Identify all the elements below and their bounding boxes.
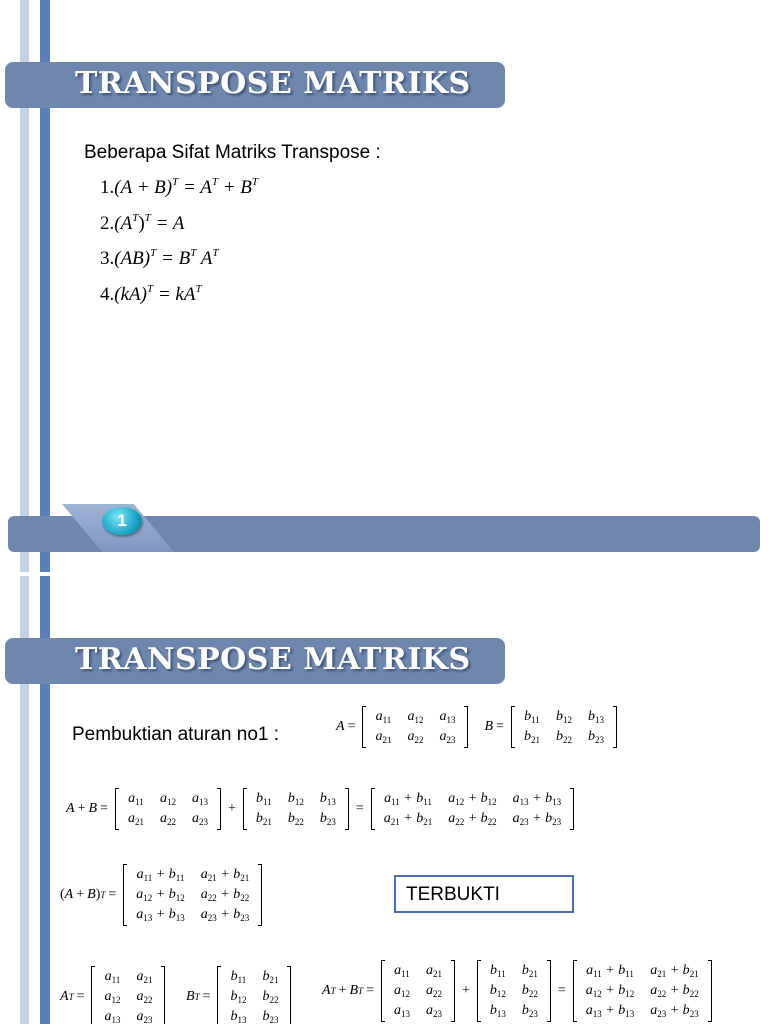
matrix-row [578, 1001, 707, 1021]
slide-title: TRANSPOSE MATRIKS [75, 642, 471, 677]
matrix-cell: $a_{21}$ [375, 729, 392, 745]
matrix-cell: $a_{23}$ [136, 1009, 153, 1024]
matrix-row [367, 727, 463, 747]
matrix-cell: $b_{23}$ [262, 1009, 279, 1024]
matrix-A [115, 788, 221, 830]
matrix-cell: $a_{12}$ [159, 791, 176, 807]
slide-title: TRANSPOSE MATRIKS [75, 66, 471, 101]
matrix-cell: $a_{13}$ [104, 1009, 121, 1024]
matrix-cell: $a_{22} + b_{22}$ [650, 983, 699, 999]
matrix-cell: $b_{11}$ [490, 963, 506, 979]
matrix-cell: $b_{13}$ [587, 709, 604, 725]
matrix-cell: $b_{23}$ [587, 729, 604, 745]
matrix-cell: $a_{12} + b_{12}$ [448, 791, 497, 807]
matrix-cell: $a_{11}$ [104, 969, 121, 985]
matrix-row [516, 707, 612, 727]
transpose-A: A T = $a_{11}$ $a_{21}$ $a_{12}$ $a_{22}$ $a_{13}$ $a_{23}$ [60, 966, 169, 1024]
matrix-cell: $a_{12} + b_{12}$ [585, 983, 635, 999]
matrix-cell: $b_{13}$ [230, 1009, 247, 1024]
matrix-cell: $a_{23} + b_{23}$ [512, 811, 562, 827]
matrix-cell: $a_{13}$ [393, 1003, 410, 1019]
definition-A-B: A = $a_{11}$ $a_{12}$ $a_{13}$ $a_{21}$ $a_{22}$ $a_{23}$ B = $b_{11}$ $b_{12}$ $b_{13}$ $b_{21}$ $b_{22}$ $b_{23}$ [336, 706, 621, 748]
matrix-row [120, 809, 216, 829]
matrix-cell: $b_{11}$ [524, 709, 540, 725]
matrix-cell: $b_{21}$ [255, 811, 272, 827]
transpose-sum-equation: A T + B T = $a_{11}$ $a_{21}$ $a_{12}$ $a_{22}$ $a_{13}$ $a_{23}$ + $b_{11}$ $b_{21}$ $b_{12}$ $b_{22}$ $b_{13}$ $b_{23}$ = $a_{11} + b_{11}$ $a_{21} + b_{21}$ $a_{12} + b_{12}$ $a_{22} + b_{22}$ $a_{13} + b_{13}$ $a_{23} + b_{23}$ [322, 960, 716, 1022]
matrix-cell: $a_{12}$ [407, 709, 424, 725]
matrix-cell: $b_{12}$ [489, 983, 506, 999]
matrix-row [578, 961, 707, 981]
proof-label: Pembuktian aturan no1 : [72, 724, 280, 745]
matrix-cell: $a_{11}$ [394, 963, 410, 979]
matrix-row [248, 789, 344, 809]
matrix-sum [371, 788, 574, 830]
rule-4: $4.(kA)^T = kA^T$ [100, 283, 202, 305]
matrix-cell: $b_{21}$ [262, 969, 279, 985]
intro-text: Beberapa Sifat Matriks Transpose : [84, 142, 381, 163]
matrix-cell: $a_{21} + b_{21}$ [200, 867, 250, 883]
sum-transpose-equation: ( A + B ) T = $a_{11} + b_{11}$ $a_{21} + b_{21}$ $a_{12} + b_{12}$ $a_{22} + b_{22}$ $a_{13} + b_{13}$ $a_{23} + b_{23}$ [60, 864, 266, 926]
matrix-cell: $b_{22}$ [287, 811, 304, 827]
matrix-cell: $a_{11}$ [375, 709, 392, 725]
matrix-row [120, 789, 216, 809]
matrix-A-transpose [91, 966, 165, 1024]
matrix-row [367, 707, 463, 727]
matrix-cell: $a_{13}$ [191, 791, 208, 807]
matrix-row [578, 981, 707, 1001]
matrix-row [386, 961, 450, 981]
matrix-row [248, 809, 344, 829]
matrix-cell: $b_{22}$ [555, 729, 572, 745]
matrix-cell: $a_{23}$ [425, 1003, 442, 1019]
rule-2: $2.(A^T)^T = A$ [100, 212, 185, 234]
matrix-row [96, 1007, 160, 1024]
matrix-row [96, 987, 160, 1007]
matrix-A-transpose [381, 960, 455, 1022]
matrix-row [128, 905, 257, 925]
matrix-cell: $a_{12}$ [104, 989, 121, 1005]
matrix-cell: $a_{23}$ [439, 729, 456, 745]
matrix-cell: $a_{21}$ [425, 963, 442, 979]
rule-3: $3.(AB)^T = B^T$ $A^T$ [100, 247, 219, 269]
matrix-cell: $b_{12}$ [287, 791, 304, 807]
matrix-cell: $a_{22}$ [159, 811, 176, 827]
matrix-cell: $a_{22}$ [136, 989, 153, 1005]
matrix-B-transpose [477, 960, 551, 1022]
title-banner [5, 62, 505, 108]
matrix-cell: $a_{21} + b_{21}$ [650, 963, 699, 979]
matrix-cell: $b_{22}$ [262, 989, 279, 1005]
matrix-cell: $a_{22}$ [407, 729, 424, 745]
matrix-row [482, 1001, 546, 1021]
matrix-cell: $a_{23}$ [191, 811, 208, 827]
matrix-B [511, 706, 617, 748]
matrix-cell: $b_{11}$ [256, 791, 272, 807]
proven-box [394, 875, 574, 913]
matrix-row [482, 981, 546, 1001]
transpose-B: B T = $b_{11}$ $b_{21}$ $b_{12}$ $b_{22}$ $b_{13}$ $b_{23}$ [186, 966, 295, 1024]
matrix-row [222, 1007, 286, 1024]
matrix-cell: $a_{11}$ [128, 791, 144, 807]
matrix-B [243, 788, 349, 830]
matrix-cell: $b_{13}$ [319, 791, 336, 807]
matrix-cell: $a_{11} + b_{11}$ [586, 963, 634, 979]
rule-1: $1.(A + B)^T = A^T + B^T$ [100, 176, 259, 198]
matrix-cell: $a_{12}$ [393, 983, 410, 999]
matrix-cell: $a_{13} + b_{13}$ [585, 1003, 635, 1019]
matrix-row [128, 885, 257, 905]
matrix-row [386, 981, 450, 1001]
matrix-cell: $a_{11} + b_{11}$ [136, 867, 185, 883]
matrix-cell: $b_{22}$ [521, 983, 538, 999]
proven-text: TERBUKTI [406, 884, 500, 905]
matrix-cell: $a_{13} + b_{13}$ [512, 791, 562, 807]
matrix-cell: $b_{23}$ [319, 811, 336, 827]
title-banner [5, 638, 505, 684]
sum-equation: A + B = $a_{11}$ $a_{12}$ $a_{13}$ $a_{21}$ $a_{22}$ $a_{23}$ + $b_{11}$ $b_{12}$ $b_{13}$ $b_{21}$ $b_{22}$ $b_{23}$ = $a_{11} + b_{11}$ $a_{12} + b_{12}$ $a_{13} + b_{13}$ $a_{21} + b_{21}$ $a_{22} + b_{22}$ $a_{23} + b_{23}$ [66, 788, 578, 830]
matrix-cell: $a_{23} + b_{23}$ [650, 1003, 699, 1019]
slide-2 [0, 576, 768, 1024]
matrix-A [362, 706, 468, 748]
matrix-cell: $a_{13} + b_{13}$ [136, 907, 185, 923]
matrix-cell: $a_{12} + b_{12}$ [136, 887, 185, 903]
matrix-cell: $a_{21} + b_{21}$ [383, 811, 433, 827]
matrix-row [376, 789, 569, 809]
matrix-cell: $a_{11} + b_{11}$ [384, 791, 432, 807]
matrix-cell: $b_{11}$ [230, 969, 247, 985]
matrix-cell: $b_{21}$ [523, 729, 540, 745]
matrix-row [516, 727, 612, 747]
matrix-cell: $a_{22} + b_{22}$ [448, 811, 497, 827]
matrix-cell: $a_{22}$ [425, 983, 442, 999]
matrix-cell: $b_{21}$ [521, 963, 538, 979]
matrix-cell: $a_{21}$ [136, 969, 153, 985]
matrix-row [222, 967, 286, 987]
matrix-cell: $b_{23}$ [521, 1003, 538, 1019]
matrix-cell: $a_{22} + b_{22}$ [200, 887, 250, 903]
matrix-cell: $a_{13}$ [439, 709, 456, 725]
matrix-row [386, 1001, 450, 1021]
matrix-cell: $b_{12}$ [230, 989, 247, 1005]
page-number-badge: 1 [102, 507, 142, 535]
matrix-sum-transpose [123, 864, 262, 926]
matrix-cell: $a_{21}$ [127, 811, 144, 827]
matrix-row [222, 987, 286, 1007]
matrix-transpose-sum [573, 960, 712, 1022]
matrix-cell: $a_{23} + b_{23}$ [200, 907, 250, 923]
matrix-cell: $b_{13}$ [489, 1003, 506, 1019]
matrix-row [96, 967, 160, 987]
matrix-cell: $b_{12}$ [555, 709, 572, 725]
matrix-row [128, 865, 257, 885]
matrix-row [376, 809, 569, 829]
matrix-B-transpose [217, 966, 291, 1024]
matrix-row [482, 961, 546, 981]
